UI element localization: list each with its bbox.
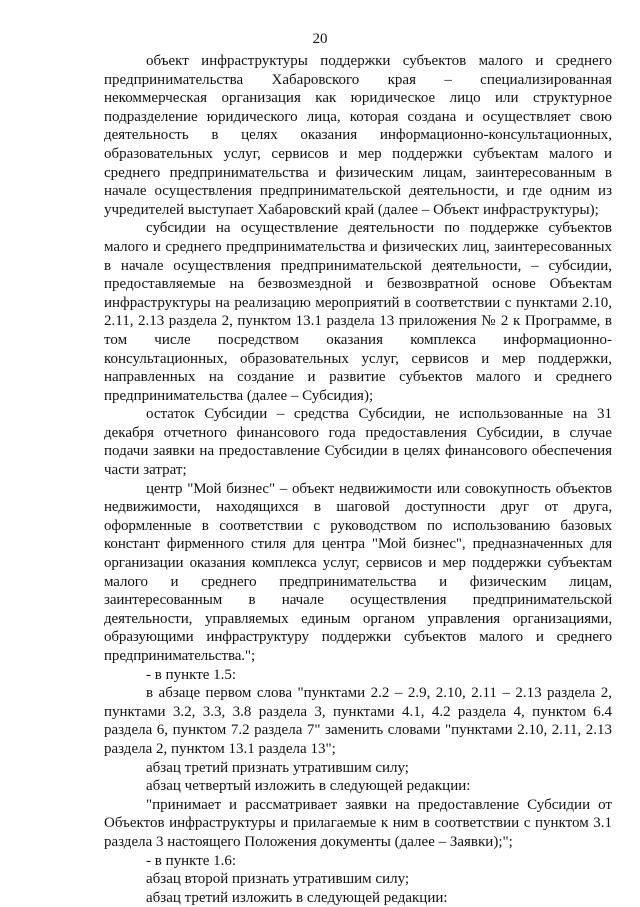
paragraph-second-abzac-void: абзац второй признать утратившим силу; [146,871,410,888]
paragraph-subsidy-remainder: остаток Субсидии – средства Субсидии, не использованные на 31 декабря отчетного финансового года предоставления Субсидии, в случае подачи заявки на предоставление Субсидии в целях финансового обеспечения части затрат; [104,406,612,479]
paragraph-subsidies-definition: субсидии на осуществление деятельности по поддержке субъектов малого и среднего предпринимательства и физических лиц, заинтересованных в начале осуществления предпринимательской деятельности, – субсидии, предоставляемые на безвозмездной и безвозвратной основе Объектам инфраструктуры на реализацию мероприятий в соответствии с пунктами 2.10, 2.11, 2.13 раздела 2, пунктом 13.1 раздела 13 приложения № 2 к Программе, в том числе посредством оказания комплекса информационно-консультационных, образовательных услуг, сервисов и мер поддержки, направленных на создание и развитие субъектов малого и среднего предпринимательства (далее – Субсидия); [104,220,612,404]
paragraph-third-abzac-new: абзац третий изложить в следующей редакции: [146,889,448,906]
paragraph-accepts-applications: "принимает и рассматривает заявки на предоставление Субсидии от Объектов инфраструктуры и прилагаемые к ним в соответствии с пунктом 3.1 раздела 3 настоящего Положения документы (далее – Заявки);"; [104,796,612,850]
paragraph-infrastructure-object: объект инфраструктуры поддержки субъектов малого и среднего предпринимательства Хабаровского края – специализированная некоммерческая организация как юридическое лицо или структурное подразделение юридического лица, которая создана и осуществляет свою деятельность в целях оказания информационно-консультационных, образовательных услуг, сервисов и мер поддержки субъектам малого и среднего предпринимательства и физическим лицам, заинтересованным в начале осуществления предпринимательской деятельности, и где одним из учредителей выступает Хабаровский край (далее – Объект инфраструктуры); [104,53,612,218]
paragraph-clause-1-6: - в пункте 1.6: [146,852,237,869]
paragraph-first-abzac-replace: в абзаце первом слова "пунктами 2.2 – 2.9, 2.10, 2.11 – 2.13 раздела 2, пунктами 3.2, 3.3, 3.8 раздела 3, пунктами 4.1, 4.2 раздела 4, пунктом 6.4 раздела 6, пунктом 7.2 раздела 7" заменить словами "пунктами 2.10, 2.11, 2.13 раздела 2, пунктом 13.1 раздела 13"; [104,685,612,757]
document-body [104,52,612,907]
page-number: 20 [312,31,328,47]
paragraph-my-business-center: центр "Мой бизнес" – объект недвижимости или совокупность объектов недвижимости, находящихся в шаговой доступности друг от друга, оформленные в соответствии с руководством по использованию базовых констант фирменного стиля для центра "Мой бизнес", предназначенных для организации оказания комплекса услуг, сервисов и мер поддержки субъектам малого и среднего предпринимательства и физическим лицам, заинтересованным в начале осуществления предпринимательской деятельности, управляемых единым органом управления организациями, образующими инфраструктуру поддержки субъектов малого и среднего предпринимательства."; [104,480,612,664]
paragraph-clause-1-5: - в пункте 1.5: [146,666,237,683]
paragraph-fourth-abzac-new: абзац четвертый изложить в следующей редакции: [146,778,471,795]
paragraph-third-abzac-void: абзац третий признать утратившим силу; [146,759,409,776]
